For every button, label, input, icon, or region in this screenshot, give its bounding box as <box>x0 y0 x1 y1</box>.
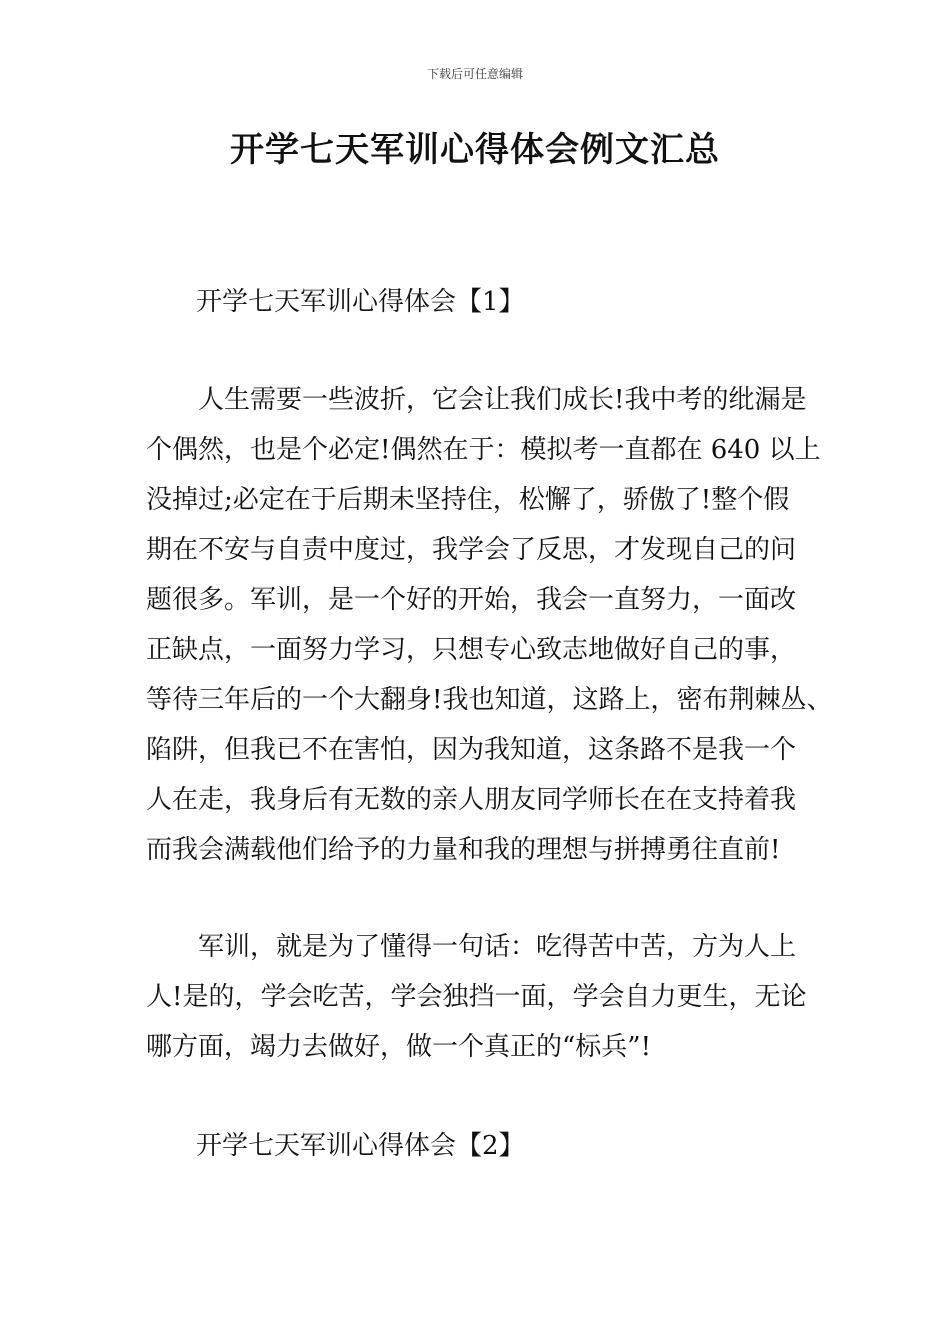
paragraph-line: 人在走，我身后有无数的亲人朋友同学师长在在支持着我 <box>146 785 797 815</box>
paragraph-line: 而我会满载他们给予的力量和我的理想与拼搏勇往直前! <box>146 835 781 865</box>
paragraph-line: 军训，就是为了懂得一句话：吃得苦中苦，方为人上 <box>198 932 797 962</box>
section-heading-1: 开学七天军训心得体会【1】 <box>196 287 525 317</box>
paragraph-line: 题很多。军训，是一个好的开始，我会一直努力，一面改 <box>146 585 797 615</box>
page-header-note: 下载后可任意编辑 <box>426 67 523 81</box>
section-1-paragraph-2 <box>146 922 810 1072</box>
paragraph-line: 没掉过;必定在于后期未坚持住，松懈了，骄傲了!整个假 <box>146 485 790 515</box>
paragraph-line: 个偶然，也是个必定!偶然在于：模拟考一直都在 640 以上 <box>146 435 821 465</box>
document-title: 开学七天军训心得体会例文汇总 <box>230 130 720 170</box>
section-heading-2: 开学七天军训心得体会【2】 <box>196 1131 525 1161</box>
paragraph-line: 等待三年后的一个大翻身!我也知道，这路上，密布荆棘丛、 <box>146 685 833 715</box>
section-1-paragraph-1 <box>146 375 833 875</box>
paragraph-line: 期在不安与自责中度过，我学会了反思，才发现自己的问 <box>146 535 797 565</box>
paragraph-line: 人!是的，学会吃苦，学会独挡一面，学会自力更生，无论 <box>146 982 807 1012</box>
paragraph-line: 哪方面，竭力去做好，做一个真正的“标兵”! <box>146 1032 652 1062</box>
paragraph-line: 人生需要一些波折，它会让我们成长!我中考的纰漏是 <box>198 385 807 415</box>
paragraph-line: 正缺点，一面努力学习，只想专心致志地做好自己的事， <box>146 635 797 665</box>
paragraph-line: 陷阱，但我已不在害怕，因为我知道，这条路不是我一个 <box>146 735 797 765</box>
